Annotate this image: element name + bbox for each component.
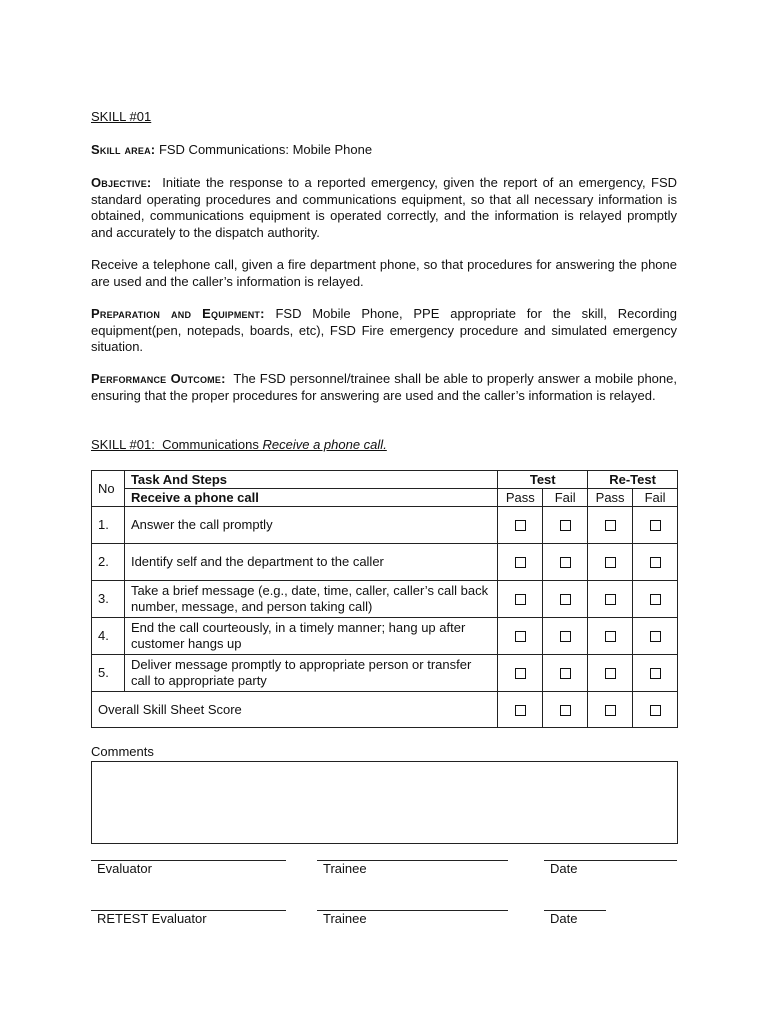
retest-date-label: Date: [550, 911, 578, 926]
performance-label: Performance Outcome:: [91, 371, 226, 386]
retest-fail-checkbox[interactable]: [650, 557, 661, 568]
retest-pass-checkbox[interactable]: [605, 557, 616, 568]
test-fail-checkbox[interactable]: [560, 520, 571, 531]
retest-pass-header: Pass: [588, 489, 633, 507]
table-row: [92, 655, 678, 692]
retest-fail-checkbox[interactable]: [650, 705, 661, 716]
retest-pass-checkbox[interactable]: [605, 705, 616, 716]
test-fail-checkbox[interactable]: [560, 705, 571, 716]
objective-paragraph: [91, 175, 677, 241]
test-pass-checkbox[interactable]: [515, 668, 526, 679]
evaluator-label: Evaluator: [97, 861, 152, 876]
group-test-header: Test: [498, 471, 588, 489]
preparation-label: Preparation and Equipment:: [91, 306, 265, 321]
row-task: Identify self and the department to the caller: [124, 544, 497, 581]
row-number: 2.: [92, 544, 125, 581]
retest-pass-checkbox[interactable]: [605, 668, 616, 679]
test-pass-checkbox[interactable]: [515, 520, 526, 531]
table-caption-prefix: SKILL #01: Communications: [91, 437, 263, 452]
test-pass-checkbox[interactable]: [515, 557, 526, 568]
test-fail-checkbox[interactable]: [560, 668, 571, 679]
row-number: 3.: [92, 581, 125, 618]
objective-label: Objective:: [91, 175, 152, 190]
table-caption: [91, 437, 677, 454]
receive-paragraph: Receive a telephone call, given a fire department phone, so that procedures for answering the phone are used and the caller’s information is relayed.: [91, 257, 677, 289]
test-fail-header: Fail: [543, 489, 588, 507]
overall-score-label: Overall Skill Sheet Score: [92, 692, 498, 728]
row-task: Take a brief message (e.g., date, time, caller, caller’s call back number, message, and person taking call): [124, 581, 497, 618]
row-number: 4.: [92, 618, 125, 655]
row-task: Answer the call promptly: [124, 507, 497, 544]
skill-heading: SKILL #01: [91, 109, 152, 124]
col-task-subheader: Receive a phone call: [124, 489, 497, 507]
performance-paragraph: [91, 371, 677, 404]
table-row: [92, 507, 678, 544]
preparation-text: FSD Mobile Phone, PPE appropriate for the skill, Recording equipment(pen, notepads, boards, etc), FSD Fire emergency procedure and simulated emergency situation.: [91, 306, 677, 354]
skill-area-label: Skill area:: [91, 142, 156, 157]
test-pass-header: Pass: [498, 489, 543, 507]
performance-text: The FSD personnel/trainee shall be able to properly answer a mobile phone, ensuring that the proper procedures for answering are used and the caller’s information is relayed.: [91, 371, 677, 403]
table-caption-italic: Receive a phone call.: [262, 437, 387, 452]
skill-area-value: FSD Communications: Mobile Phone: [158, 142, 373, 157]
table-row: [92, 581, 678, 618]
retest-evaluator-label: RETEST Evaluator: [97, 911, 207, 926]
test-pass-checkbox[interactable]: [515, 631, 526, 642]
comments-field[interactable]: [91, 761, 678, 844]
col-task-header: Task And Steps: [124, 471, 497, 489]
retest-fail-header: Fail: [633, 489, 678, 507]
retest-trainee-label: Trainee: [323, 911, 367, 926]
retest-pass-checkbox[interactable]: [605, 520, 616, 531]
test-fail-checkbox[interactable]: [560, 631, 571, 642]
row-number: 1.: [92, 507, 125, 544]
trainee-label: Trainee: [323, 861, 367, 876]
test-fail-checkbox[interactable]: [560, 594, 571, 605]
row-task: End the call courteously, in a timely manner; hang up after customer hangs up: [124, 618, 497, 655]
table-row: [92, 544, 678, 581]
overall-row: [92, 692, 678, 728]
retest-fail-checkbox[interactable]: [650, 668, 661, 679]
skill-area: [91, 142, 677, 159]
retest-pass-checkbox[interactable]: [605, 631, 616, 642]
test-pass-checkbox[interactable]: [515, 705, 526, 716]
objective-text: Initiate the response to a reported emergency, given the report of an emergency, FSD standard operating procedures and communications equipment, so that all necessary information is obtained, communications equipment is operated correctly, and the information is relayed promptly and accurately to the dispatch authority.: [91, 175, 677, 240]
comments-label: Comments: [91, 744, 154, 759]
row-task: Deliver message promptly to appropriate person or transfer call to appropriate party: [124, 655, 497, 692]
row-number: 5.: [92, 655, 125, 692]
date-label: Date: [550, 861, 578, 876]
retest-pass-checkbox[interactable]: [605, 594, 616, 605]
retest-fail-checkbox[interactable]: [650, 520, 661, 531]
preparation-paragraph: [91, 306, 677, 356]
table-row: [92, 618, 678, 655]
test-pass-checkbox[interactable]: [515, 594, 526, 605]
group-retest-header: Re-Test: [588, 471, 678, 489]
skill-table: [91, 470, 678, 728]
retest-fail-checkbox[interactable]: [650, 631, 661, 642]
test-fail-checkbox[interactable]: [560, 557, 571, 568]
retest-fail-checkbox[interactable]: [650, 594, 661, 605]
col-no-header: No: [92, 471, 125, 507]
